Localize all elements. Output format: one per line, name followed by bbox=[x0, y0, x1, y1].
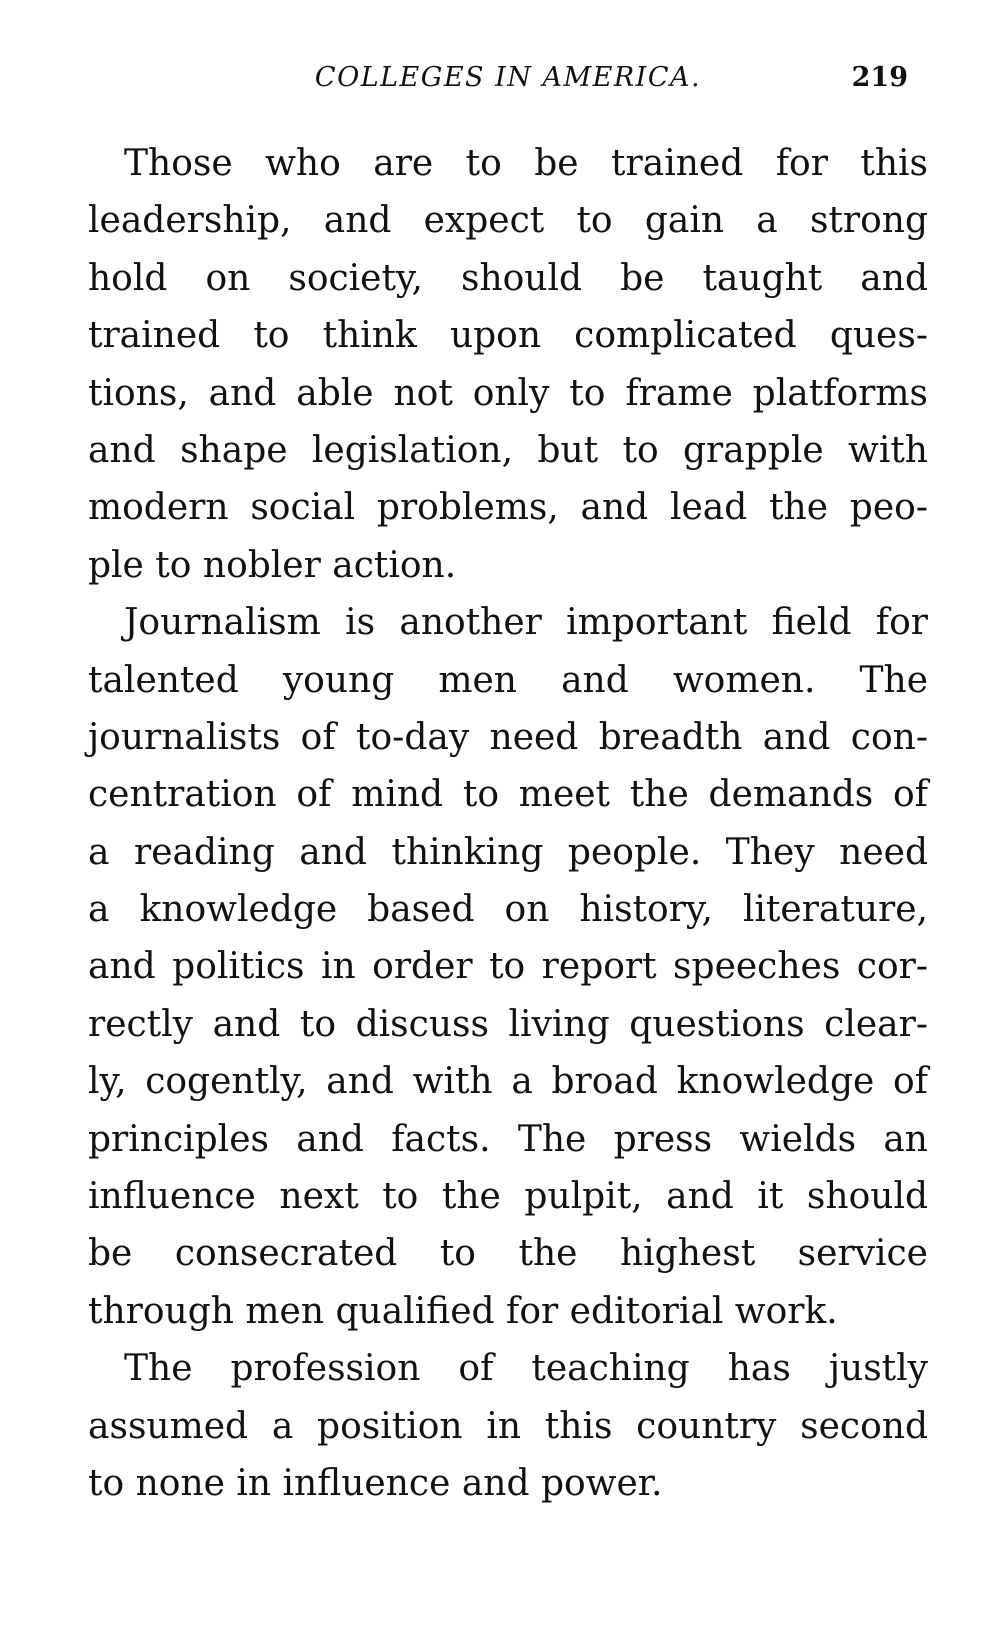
text-line: tions, and able not only to frame platforms bbox=[88, 372, 928, 414]
text-line: centration of mind to meet the demands of bbox=[88, 774, 928, 816]
text-line: influence next to the pulpit, and it should bbox=[88, 1176, 928, 1218]
text-line: to none in influence and power. bbox=[88, 1462, 663, 1504]
running-head bbox=[88, 58, 928, 98]
text-line: be consecrated to the highest service bbox=[88, 1233, 928, 1275]
text-line: talented young men and women. The bbox=[88, 659, 928, 701]
running-head-title: COLLEGES IN AMERICA. bbox=[314, 62, 702, 93]
text-line: through men qualified for editorial work. bbox=[88, 1290, 838, 1332]
body-text bbox=[88, 135, 928, 1512]
text-line: Those who are to be trained for this bbox=[124, 143, 928, 184]
text-line: principles and facts. The press wields an bbox=[88, 1118, 928, 1160]
text-line: hold on society, should be taught and bbox=[88, 257, 928, 299]
text-line: modern social problems, and lead the peo- bbox=[88, 487, 928, 529]
text-line: leadership, and expect to gain a strong bbox=[88, 200, 928, 242]
page-number: 219 bbox=[851, 62, 908, 93]
text-line: a knowledge based on history, literature, bbox=[88, 889, 928, 931]
text-line: journalists of to-day need breadth and con- bbox=[88, 716, 928, 758]
text-line: rectly and to discuss living questions clear- bbox=[88, 1003, 928, 1045]
text-line: ly, cogently, and with a broad knowledge of bbox=[88, 1061, 928, 1103]
text-line: ple to nobler action. bbox=[88, 544, 457, 586]
text-line: assumed a position in this country second bbox=[88, 1405, 928, 1447]
text-line: The profession of teaching has justly bbox=[124, 1348, 928, 1390]
text-line: trained to think upon complicated ques- bbox=[88, 315, 928, 357]
text-line: and politics in order to report speeches cor- bbox=[88, 946, 928, 988]
text-line: and shape legislation, but to grapple with bbox=[88, 429, 928, 471]
text-line: a reading and thinking people. They need bbox=[88, 831, 928, 873]
text-line: Journalism is another important field for bbox=[124, 602, 928, 644]
